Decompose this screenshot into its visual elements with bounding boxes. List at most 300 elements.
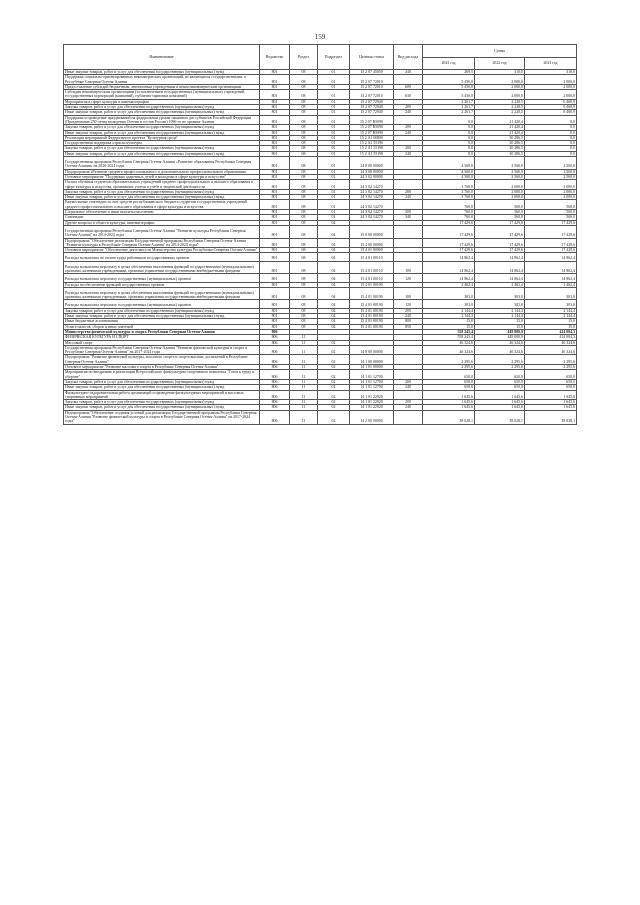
cell-sum-1: 760,0 [423,210,475,215]
cell-target: 24 3 02 14270 [350,180,394,190]
cell-sum-2: 2 295,6 [475,365,525,370]
cell-sum-3: 560,0 [525,200,577,210]
cell-name: Другие вопросы в области культуры, кинематографии [64,220,260,225]
cell-sum-2: 14 862,4 [475,274,525,282]
cell-sum-1: 38 028,1 [423,410,475,424]
table-row [64,345,577,355]
cell-sum-1: 1 645,6 [423,390,475,400]
cell-sum-3: 0,0 [525,151,577,156]
cell-dept: 806 [260,405,290,410]
cell-subsection: 04 [318,253,350,261]
cell-sum-3: 46 324,6 [525,345,577,355]
cell-expense: 100 [394,287,423,300]
cell-name: Подпрограмма "Развитие физической культуры, массового спорта и спорта высших достижений в Республике Северная Осетия-Алания" [64,355,260,365]
cell-section: 11 [290,379,318,384]
cell-subsection: 02 [318,405,350,410]
cell-name: Основное мероприятие "Развитие массового спорта в Республике Северная Осетия-Алания" [64,365,260,370]
cell-subsection: 04 [318,282,350,287]
cell-sum-3: 650,0 [525,370,577,380]
cell-target: 15 2 07 72010 [350,90,394,100]
cell-target: 15 2 07 R5090 [350,130,394,135]
cell-target: 14 1 01 22920 [350,405,394,410]
cell-target: 15 4 01 00110 [350,274,394,282]
cell-expense: 600 [394,84,423,89]
cell-sum-1: 4 560,0 [423,157,475,170]
cell-target: 15 4 01 00110 [350,261,394,274]
cell-target: 24 3 00 00000 [350,169,394,174]
cell-sum-2: 21 420,4 [475,130,525,135]
cell-sum-3: 650,0 [525,379,577,384]
cell-sum-1: 650,0 [423,370,475,380]
cell-name: Иные закупки товаров, работ и услуг для обеспечения государственных (муниципальных) нужд [64,151,260,156]
cell-subsection: 02 [318,340,350,345]
cell-section: 08 [290,282,318,287]
cell-section: 08 [290,220,318,225]
cell-dept: 801 [260,125,290,130]
cell-subsection: 04 [318,287,350,300]
cell-expense: 200 [394,189,423,194]
cell-subsection: 01 [318,75,350,85]
cell-sum-2: 2 000,0 [475,84,525,89]
header-target: Целевая статья [350,45,394,70]
cell-sum-3: 6 468,9 [525,105,577,110]
cell-expense: 240 [394,130,423,135]
cell-expense: 240 [394,110,423,115]
cell-sum-3: 0,0 [525,130,577,135]
cell-expense [394,370,423,380]
table-row [64,370,577,380]
cell-expense: 630 [394,90,423,100]
cell-name: Закупка товаров, работ и услуг для обеспечения государственных (муниципальных) нужд [64,189,260,194]
cell-dept: 801 [260,146,290,151]
cell-section: 08 [290,99,318,104]
cell-sum-2: 303,0 [475,287,525,300]
cell-sum-2: 2 295,6 [475,355,525,365]
cell-name: Иные закупки товаров, работ и услуг для обеспечения государственных (муниципальных) нужд [64,314,260,319]
cell-name: Основное мероприятие "Обеспечение деятельности Министерства культуры Республики Северная Осетия-Алания" [64,248,260,253]
cell-dept: 801 [260,274,290,282]
cell-subsection: 01 [318,215,350,220]
cell-sum-1: 17 429,6 [423,220,475,225]
cell-expense: 240 [394,151,423,156]
cell-subsection: 01 [318,157,350,170]
table-row [64,225,577,238]
cell-dept: 806 [260,379,290,384]
cell-expense [394,180,423,190]
cell-sum-1: 2 295,6 [423,355,475,365]
cell-name: Иные закупки товаров, работ и услуг для обеспечения государственных (муниципальных) нужд [64,110,260,115]
cell-name: Закупка товаров, работ и услуг для обеспечения государственных (муниципальных) нужд [64,125,260,130]
cell-section: 11 [290,390,318,400]
cell-sum-1: 760,0 [423,215,475,220]
cell-section: 11 [290,400,318,405]
cell-sum-2: 30 286,5 [475,151,525,156]
cell-name: Закупка товаров, работ и услуг для обеспечения государственных (муниципальных) нужд [64,105,260,110]
cell-target: 24 3 02 14270 [350,210,394,215]
cell-sum-3: 2 144,4 [525,308,577,313]
cell-name: ФИЗИЧЕСКАЯ КУЛЬТУРА И СПОРТ [64,335,260,340]
cell-expense: 200 [394,400,423,405]
cell-section: 08 [290,151,318,156]
table-row [64,410,577,424]
cell-dept: 801 [260,253,290,261]
cell-section: 08 [290,215,318,220]
cell-sum-3: 2 560,0 [525,169,577,174]
cell-section: 08 [290,174,318,179]
cell-sum-1: 1 645,6 [423,400,475,405]
cell-sum-1: 5 450,0 [423,75,475,85]
cell-name: Поддержка социально-ориентированных некоммерческих организаций, не являющихся государственными, в Республике Северная Осетия-Алания [64,75,260,85]
cell-dept: 801 [260,282,290,287]
cell-expense [394,157,423,170]
cell-sum-2: 15,0 [475,319,525,324]
cell-target: 15 2 А1 55190 [350,141,394,146]
cell-target: 14 2 00 00000 [350,410,394,424]
cell-expense [394,75,423,85]
cell-subsection: 01 [318,105,350,110]
cell-expense [394,225,423,238]
cell-sum-2: 560,0 [475,200,525,210]
cell-target: 24 3 02 00000 [350,174,394,179]
cell-dept: 801 [260,84,290,89]
cell-sum-2: 2 560,0 [475,169,525,174]
cell-target: 15 2 А1 55190 [350,146,394,151]
cell-sum-3: 14 862,4 [525,253,577,261]
cell-subsection: 01 [318,110,350,115]
cell-dept: 801 [260,308,290,313]
cell-sum-3: 14 862,4 [525,274,577,282]
cell-sum-1: 2 144,4 [423,314,475,319]
page-number: 159 [314,33,326,41]
cell-sum-1: 46 324,6 [423,340,475,345]
cell-subsection: 01 [318,151,350,156]
cell-target: 14 0 00 00000 [350,345,394,355]
cell-dept: 801 [260,141,290,146]
cell-sum-1: 17 429,6 [423,248,475,253]
table-row [64,180,577,190]
cell-dept: 801 [260,90,290,100]
cell-section: 08 [290,274,318,282]
table-row [64,261,577,274]
cell-sum-3: 46 324,6 [525,340,577,345]
cell-section: 08 [290,200,318,210]
cell-sum-1: 2 462,4 [423,282,475,287]
cell-section: 08 [290,135,318,140]
cell-subsection: 01 [318,90,350,100]
cell-expense [394,238,423,248]
cell-sum-1: 2 295,6 [423,365,475,370]
cell-sum-1: 269,5 [423,70,475,75]
cell-target: 24 3 02 14270 [350,200,394,210]
cell-sum-1: 558 243,4 [423,335,475,340]
cell-name: Субсидии некоммерческим организациям (за исключением государственных (муниципальных) учреждений, государственных корпораций (компаний), публично-правовых компаний) [64,90,260,100]
cell-expense: 120 [394,300,423,308]
cell-section: 08 [290,248,318,253]
cell-sum-3: 0,0 [525,135,577,140]
cell-dept: 806 [260,345,290,355]
cell-sum-3: 1 645,6 [525,400,577,405]
cell-section: 08 [290,125,318,130]
cell-section: 08 [290,261,318,274]
cell-dept: 801 [260,110,290,115]
table-row [64,200,577,210]
cell-name: Расходы на выплаты персоналу в целях обеспечения выполнения функций государственными (муниципальными) органами, казенными учреждениями, органами управления государственными внебюджетными фондами [64,261,260,274]
cell-sum-1: 0,0 [423,115,475,125]
cell-subsection: 01 [318,174,350,179]
cell-sum-2: 30 286,5 [475,141,525,146]
cell-section: 11 [290,355,318,365]
cell-sum-3: 414 004,3 [525,335,577,340]
cell-sum-2: 1 645,6 [475,390,525,400]
cell-expense: 300 [394,210,423,215]
cell-dept: 801 [260,324,290,329]
cell-expense: 120 [394,274,423,282]
cell-sum-3: 303,0 [525,300,577,308]
cell-dept: 801 [260,189,290,194]
cell-sum-2: 2 000,0 [475,189,525,194]
cell-name: Предоставление субсидий бюджетным, автономным учреждениям и иным некоммерческим организациям [64,84,260,89]
cell-name: Иные закупки товаров, работ и услуг для обеспечения государственных (муниципальных) нужд [64,405,260,410]
cell-name: Иные закупки товаров, работ и услуг для обеспечения государственных (муниципальных) нужд [64,195,260,200]
cell-subsection: 04 [318,324,350,329]
cell-section: 08 [290,210,318,215]
cell-dept: 806 [260,329,290,334]
cell-section: 11 [290,410,318,424]
cell-sum-3: 2 000,0 [525,180,577,190]
table-row [64,274,577,282]
cell-subsection: 01 [318,84,350,89]
cell-expense: 850 [394,324,423,329]
cell-subsection: 01 [318,135,350,140]
cell-subsection: 04 [318,314,350,319]
cell-subsection: 04 [318,248,350,253]
cell-expense [394,200,423,210]
cell-dept: 806 [260,355,290,365]
cell-target: 15 4 01 00110 [350,253,394,261]
cell-expense: 240 [394,314,423,319]
table-row [64,90,577,100]
cell-expense [394,115,423,125]
cell-sum-3: 0,0 [525,146,577,151]
table-row [64,75,577,85]
cell-sum-3: 15,0 [525,324,577,329]
cell-sum-3: 17 429,6 [525,225,577,238]
cell-dept: 801 [260,151,290,156]
cell-expense: 800 [394,319,423,324]
cell-sum-3: 2 295,6 [525,365,577,370]
cell-sum-3: 17 429,6 [525,238,577,248]
cell-sum-2: 650,0 [475,385,525,390]
cell-dept: 806 [260,335,290,340]
cell-dept: 806 [260,340,290,345]
table-row [64,238,577,248]
cell-sum-3: 17 429,6 [525,248,577,253]
cell-sum-2: 46 324,6 [475,340,525,345]
cell-sum-1: 760,0 [423,200,475,210]
cell-expense: 240 [394,195,423,200]
cell-expense: 240 [394,70,423,75]
cell-sum-3: 2 560,0 [525,157,577,170]
cell-sum-2: 14 862,4 [475,253,525,261]
cell-expense: 200 [394,105,423,110]
cell-dept: 806 [260,390,290,400]
cell-subsection: 02 [318,390,350,400]
cell-target: 14 1 01 12700 [350,385,394,390]
cell-sum-3: 15,0 [525,319,577,324]
cell-section: 08 [290,189,318,194]
cell-name: Иные закупки товаров, работ и услуг для обеспечения государственных (муниципальных) нужд [64,130,260,135]
cell-sum-3: 560,0 [525,210,577,215]
cell-subsection: 02 [318,365,350,370]
cell-dept: 801 [260,319,290,324]
cell-subsection: 02 [318,379,350,384]
header-dept: Ведомство [260,45,290,70]
cell-sum-3: 2 560,0 [525,174,577,179]
cell-dept: 801 [260,174,290,179]
cell-dept: 801 [260,75,290,85]
cell-sum-1: 14 862,4 [423,274,475,282]
cell-target: 15 2 А1 00000 [350,135,394,140]
cell-name: Уплата налогов, сборов и иных платежей [64,324,260,329]
cell-name: Подпрограмма «Развитие среднего профессионального и дополнительного профессионального образования» [64,169,260,174]
cell-subsection: 01 [318,141,350,146]
cell-dept: 801 [260,300,290,308]
cell-name: Расходы на выплаты по оплате труда работников государственных органов [64,253,260,261]
cell-sum-3: 38 028,1 [525,410,577,424]
cell-sum-2: 38 028,1 [475,410,525,424]
cell-dept: 801 [260,135,290,140]
cell-sum-2: 17 429,6 [475,225,525,238]
cell-name: Основное мероприятие "Поддержка одаренных детей и молодежи в сфере культуры и искусства" [64,174,260,179]
cell-expense: 340 [394,215,423,220]
cell-name: Социальное обеспечение и иные выплаты населению [64,210,260,215]
cell-sum-1: 0,0 [423,125,475,130]
cell-sum-3: 650,0 [525,385,577,390]
cell-name: Поддержка и проведение празднований на федеральном уровне памятных дат субъектов Российской Федерации (Празднование 250-летия вхождения Осетии в состав России) 1996-го по хронике Алании [64,115,260,125]
cell-target: 15 4 01 00190 [350,308,394,313]
cell-sum-3: 2 000,0 [525,195,577,200]
cell-sum-2: 2 000,0 [475,195,525,200]
cell-sum-3: 414 004,3 [525,329,577,334]
cell-sum-2: 310,0 [475,70,525,75]
cell-section: 08 [290,319,318,324]
cell-subsection: 04 [318,319,350,324]
cell-sum-2: 17 429,6 [475,238,525,248]
cell-sum-2: 2 000,0 [475,90,525,100]
cell-sum-3: 0,0 [525,141,577,146]
cell-sum-3: 6 468,9 [525,99,577,104]
cell-sum-2: 2 144,4 [475,314,525,319]
cell-target: 15 4 01 00190 [350,319,394,324]
cell-dept: 801 [260,287,290,300]
table-row [64,300,577,308]
cell-expense [394,355,423,365]
cell-subsection: 01 [318,115,350,125]
cell-sum-1: 17 429,6 [423,238,475,248]
cell-sum-3: 2 144,4 [525,314,577,319]
cell-sum-3: 2 000,0 [525,75,577,85]
header-year-3: 2023 год [525,58,577,70]
header-sum: Сумма [423,45,577,58]
cell-target: 15 4 01 00190 [350,282,394,287]
cell-sum-1: 3 760,0 [423,180,475,190]
cell-dept: 801 [260,225,290,238]
cell-target: 15 2 07 72010 [350,75,394,85]
cell-section: 08 [290,300,318,308]
cell-target: 15 2 07 45050 [350,70,394,75]
cell-subsection: 01 [318,130,350,135]
cell-sum-2: 2 560,0 [475,157,525,170]
cell-dept: 801 [260,105,290,110]
cell-target: 15 4 00 00000 [350,238,394,248]
table-row [64,157,577,170]
cell-sum-1: 0,0 [423,151,475,156]
cell-section: 11 [290,345,318,355]
cell-dept: 801 [260,115,290,125]
cell-sum-1: 2 144,4 [423,308,475,313]
cell-sum-2: 15,0 [475,324,525,329]
cell-dept: 801 [260,238,290,248]
cell-section: 08 [290,308,318,313]
cell-sum-1: 0,0 [423,146,475,151]
cell-sum-1: 5 450,0 [423,84,475,89]
cell-subsection: 01 [318,125,350,130]
cell-dept: 801 [260,130,290,135]
cell-sum-3: 310,0 [525,70,577,75]
cell-target: 24 0 00 00000 [350,157,394,170]
header-year-2: 2022 год [475,58,525,70]
cell-sum-3: 2 000,0 [525,84,577,89]
cell-expense: 240 [394,385,423,390]
cell-sum-1: 2 261,7 [423,110,475,115]
cell-dept: 801 [260,215,290,220]
cell-target: 14 1 00 00000 [350,355,394,365]
cell-subsection: 02 [318,355,350,365]
cell-name: Расходы на обеспечение функций государственных органов [64,282,260,287]
cell-expense: 200 [394,379,423,384]
cell-sum-2: 2 228,5 [475,110,525,115]
cell-subsection: 01 [318,195,350,200]
cell-sum-2: 17 429,6 [475,248,525,253]
cell-target: 15 4 01 00190 [350,314,394,319]
cell-target: 14 1 01 22920 [350,390,394,400]
cell-name: Стипендии [64,215,260,220]
cell-name: Закупка товаров, работ и услуг для обеспечения государственных (муниципальных) нужд [64,379,260,384]
cell-section: 08 [290,70,318,75]
cell-name: Государственная программа Республики Северная Осетия-Алания "Развитие культуры Республики Северная Осетия-Алания" на 2014-2024 годы [64,225,260,238]
cell-dept: 806 [260,410,290,424]
cell-sum-1: 4 560,0 [423,169,475,174]
cell-section: 08 [290,157,318,170]
cell-section: 11 [290,385,318,390]
cell-name: Оплата обучения студентов образовательных учреждений среднего профессионального и высшего образования в сфере культуры и искусства, проявивших успехи в учебе и творческой деятельности [64,180,260,190]
cell-sum-3: 1 645,6 [525,390,577,400]
cell-sum-1: 15,0 [423,324,475,329]
cell-sum-2: 650,0 [475,379,525,384]
cell-name: Иные бюджетные ассигнования [64,319,260,324]
cell-subsection: 01 [318,200,350,210]
cell-sum-1: 303,0 [423,287,475,300]
cell-sum-2: 560,0 [475,210,525,215]
cell-name: Подпрограмма "Обеспечение реализации Государственной программы Республики Северная Осетия-Алания "Развитие культуры в Республике Северная Осетия-Алания" на 2014-2024 годы" [64,238,260,248]
cell-name: Реализация мероприятий Федерального проекта "Культурная среда" [64,135,260,140]
cell-sum-1: 15,0 [423,319,475,324]
cell-target: 14 1 01 00000 [350,365,394,370]
cell-target: 15 4 01 00000 [350,248,394,253]
cell-subsection: 02 [318,370,350,380]
cell-sum-2: 2 560,0 [475,174,525,179]
header-section: Раздел [290,45,318,70]
